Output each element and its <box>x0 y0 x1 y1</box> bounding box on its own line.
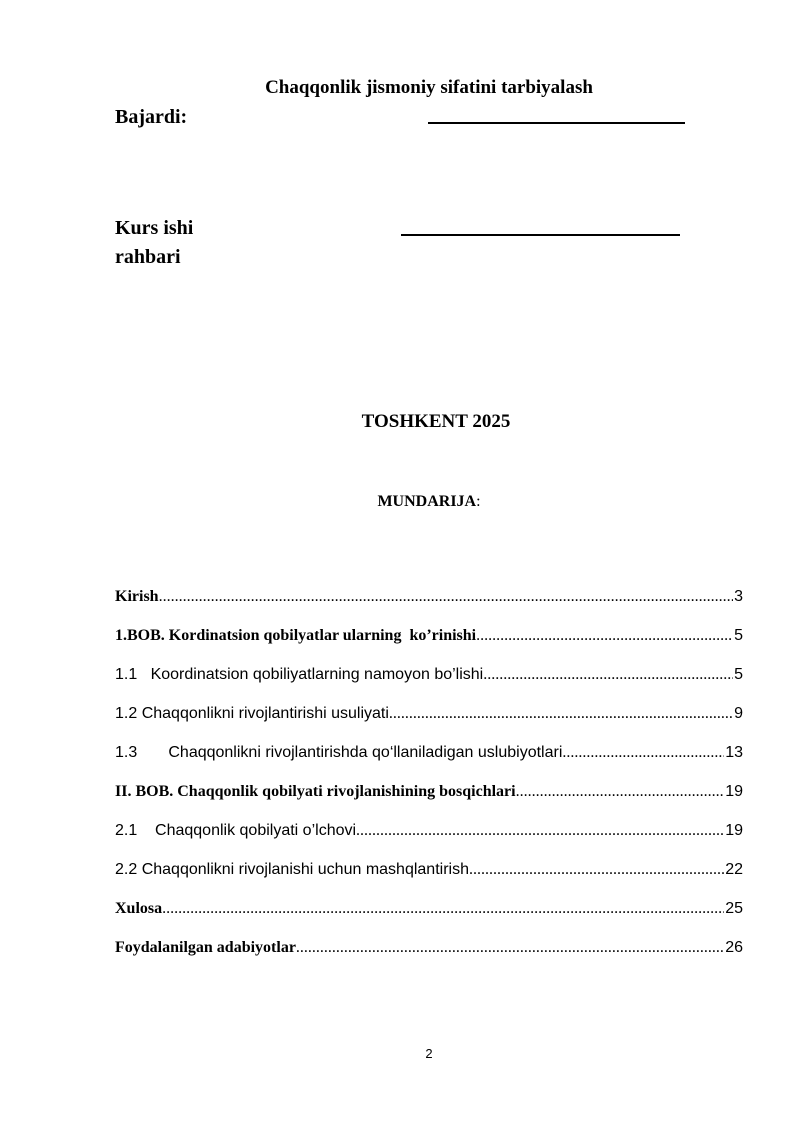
document-title: Chaqqonlik jismoniy sifatini tarbiyalash <box>265 77 593 98</box>
toc-entry-number: 1.3 <box>115 744 169 761</box>
toc-leader-dots <box>469 861 724 879</box>
toc-leader-dots <box>483 666 733 684</box>
toc-entry-page: 5 <box>734 627 743 644</box>
toc-leader-dots <box>389 705 733 723</box>
toc-entry-text: Chaqqonlik qobilyati o’lchovi <box>155 822 357 839</box>
toc-leader-dots <box>476 627 733 645</box>
toc-row[interactable] <box>115 861 743 900</box>
supervisor-signature-line <box>401 234 680 236</box>
toc-entry-text: Foydalanilgan adabiyotlar <box>115 939 296 956</box>
supervisor-label-line2: rahbari <box>115 246 181 268</box>
toc-entry-page: 22 <box>725 861 743 878</box>
supervisor-label-line1: Kurs ishi <box>115 217 194 239</box>
toc-leader-dots <box>162 900 724 918</box>
toc-row[interactable] <box>115 666 743 705</box>
toc-entry-text: 1.2 Chaqqonlikni rivojlantirishi usuliyati <box>115 705 389 722</box>
toc-row[interactable] <box>115 939 743 978</box>
page-number: 2 <box>425 1046 433 1061</box>
toc-entry-number: 1.1 <box>115 666 151 683</box>
toc-entry-text: Kirish <box>115 588 159 605</box>
toc-entry-page: 25 <box>725 900 743 917</box>
toc-entry-page: 9 <box>734 705 743 722</box>
toc-entry-text: Xulosa <box>115 900 163 917</box>
toc-entry-page: 5 <box>734 666 743 683</box>
table-of-contents <box>115 588 743 978</box>
toc-leader-dots <box>159 588 734 606</box>
performer-label: Bajardi: <box>115 106 188 128</box>
toc-entry-text: 2.2 Chaqqonlikni rivojlanishi uchun mashqlantirish <box>115 861 469 878</box>
toc-row[interactable] <box>115 705 743 744</box>
toc-entry-page: 19 <box>725 822 743 839</box>
toc-entry-number: 2.1 <box>115 822 156 839</box>
city-year: TOSHKENT 2025 <box>361 411 511 432</box>
toc-leader-dots <box>356 822 724 840</box>
toc-row[interactable] <box>115 822 743 861</box>
toc-row[interactable] <box>115 744 743 783</box>
toc-entry-text: 1.BOB. Kordinatsion qobilyatlar ularning ko’rinishi <box>115 627 477 644</box>
toc-entry-page: 26 <box>725 939 743 956</box>
toc-entry-page: 3 <box>734 588 743 605</box>
toc-entry-text: II. BOB. Chaqqonlik qobilyati rivojlanishining bosqichlari <box>115 783 516 800</box>
toc-heading <box>0 493 800 511</box>
toc-entry-text: Chaqqonlikni rivojlantirishda qo‘llaniladigan uslubiyotlari <box>168 744 563 761</box>
toc-heading-text: MUNDARIJA <box>377 493 477 510</box>
toc-entry-page: 19 <box>725 783 743 800</box>
performer-signature-line <box>428 122 685 124</box>
toc-row[interactable] <box>115 783 743 822</box>
toc-row[interactable] <box>115 588 743 627</box>
toc-leader-dots <box>296 939 724 957</box>
toc-row[interactable] <box>115 900 743 939</box>
toc-heading-colon: : <box>476 493 481 510</box>
toc-entry-text: Koordinatsion qobiliyatlarning namoyon bo’lishi <box>150 666 484 683</box>
toc-leader-dots <box>516 783 725 801</box>
toc-entry-page: 13 <box>725 744 743 761</box>
toc-leader-dots <box>562 744 724 762</box>
toc-row[interactable] <box>115 627 743 666</box>
